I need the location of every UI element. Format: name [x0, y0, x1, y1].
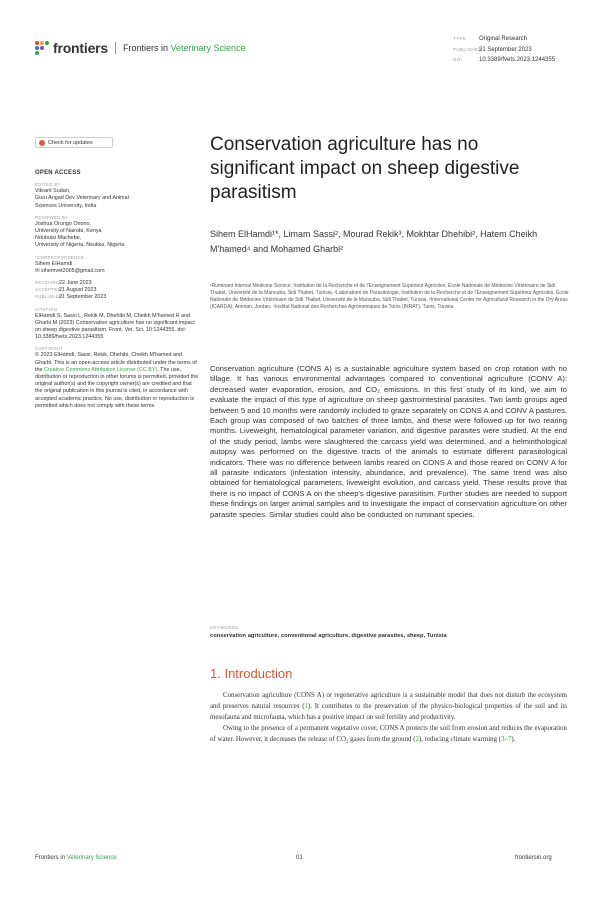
journal-name: Frontiers in Veterinary Science: [123, 43, 246, 53]
frontiers-logo[interactable]: [35, 40, 246, 56]
keywords-label: KEYWORDS: [210, 625, 239, 630]
affiliations: ¹Ruminant Internal Medicine Service, Institution de la Recherche et de l'Enseignement Supérieur Agricoles, École Nationale de Médecine Vétérinaire de Sidi Thabet, Université de la Manouba, Sidi Thabet, Tunisia, ²Laboratoire de Parasitologie, Institution de la Recherche et de l'Enseignement Supérieur Agricoles, École Nationale de Médecine Vétérinaire de Sidi Thabet, Université de la Manouba, Sidi Thabet, Tunisia, ³International Center for Agricultural Research in the Dry Areas (ICARDA), Amman, Jordan, ⁴Institut National des Recherches Agronomiques de Tunis (INRAT), Tunis, Tunisia: [210, 283, 569, 311]
copyright: COPYRIGHT © 2023 ElHamdi, Sassi, Rekik, Dhehibi, Cheikh M'hamed and Gharbi. This is an open-access article distributed under the terms of the Creative Commons Attribution License (CC BY). The use, distribution or reproduction in other forums is permitted, provided the original author(s) and the copyright owner(s) are credited and that the original publication in this journal is cited, in accordance with accepted academic practice. No use, distribution or reproduction is permitted which does not comply with these terms.: [35, 346, 199, 409]
citation-link[interactable]: 3–7: [501, 736, 512, 743]
meta-doi: DOI 10.3389/fvets.2023.1244355: [453, 57, 556, 63]
logo-divider: [115, 42, 116, 54]
meta-published: PUBLISHED21 September 2023: [453, 46, 532, 53]
section-title-introduction: 1. Introduction: [210, 666, 293, 681]
abstract: Conservation agriculture (CONS A) is a sustainable agriculture system based on crop rotation with no tillage. It has various environmental advantages compared to conventional agriculture (CONV A): decreased water evaporation, erosion, and CO₂ emissions. In this first study of its kind, we aim to evaluate the impact of this type of agriculture on sheep gastrointestinal parasites. Two lamb groups aged between 5 and 10 months were randomly included to graze separately on CONS A and CONV A pastures. Each group was composed of two batches of three lambs, and these were followed up for two rearing months. Liveweight, hematological parameter variation, and digestive parasites were studied. At the end of the study period, lambs were slaughtered the carcass yield was determined, and a helminthological autopsy was performed on the digestive tracts of the animals to estimate different parasitological indicators. There was no difference between lambs reared on CONS A and those reared on CONV A for all parasite indicators (infestation intensity, abundance, and prevalence). The same trend was also obtained for hematological parameters, liveweight evolution, and carcass yield. These results prove that there is no impact of CONS A on the sheep's digestive parasitism. Further studies are needed to support these findings on larger animal samples and to investigate the impact of conservation agriculture on other parasite species. Similar studies could also be conducted on ruminant species.: [210, 364, 567, 519]
sidebar: [35, 170, 200, 415]
author-list: Sihem ElHamdi¹*, Limam Sassi², Mourad Rekik³, Mokhtar Dhehibi², Hatem Cheikh M'hamed⁴ and Mohamed Gharbi²: [210, 229, 538, 254]
correspondence: *CORRESPONDENCE Sihem ElHamdi ✉ sihemvet2005@gmail.com: [35, 254, 105, 274]
edited-by: EDITED BY Vikrant Sudan, Guru Angad Dev Veterinary and Animal Sciences University, India: [35, 182, 129, 209]
page-number: 01: [296, 855, 303, 861]
check-for-updates-button[interactable]: Check for updates: [35, 137, 113, 148]
open-access-label: OPEN ACCESS: [35, 170, 81, 176]
footer-journal: Frontiers in Veterinary Science: [35, 855, 117, 861]
article-meta: [453, 34, 555, 66]
keywords: conservation agriculture, conventional agriculture, digestive parasites, sheep, Tunisia: [210, 633, 447, 639]
introduction-body: [210, 690, 567, 745]
reviewed-by: REVIEWED BY Joshua Orungo Onono, University of Nairobi, Kenya Ndubuisi Machebe, University of Nigeria, Nsukka, Nigeria: [35, 214, 125, 249]
paragraph: Owing to the presence of a permanent vegetative cover, CONS A protects the soil from erosion and reduces the evaporation of water. However, it decreases the release of CO₂ gases from the ground (2), reducing climate warming (3–7).: [210, 725, 567, 743]
cc-by-link[interactable]: Creative Commons Attribution License (CC BY): [44, 366, 158, 373]
meta-type: TYPE Original Research: [453, 36, 528, 42]
paragraph: Conservation agriculture (CONS A) or regenerative agriculture is a sustainable model that does not disturb the ecosystem and preserves natural resources (1). It contributes to the preservation of the physico-biological properties of the soil and its mesofauna and microfauna, which has a positive impact on soil fertility and productivity.: [210, 692, 567, 721]
footer-website-link[interactable]: frontiersin.org: [515, 855, 552, 861]
update-icon: [39, 140, 45, 146]
publisher-name: frontiers: [53, 40, 108, 56]
citation: CITATION ElHamdi S, Sassi L, Rekik M, Dhehibi M, Cheikh M'hamed H and Gharbi M (2023) Conservation agriculture has no significant impact on sheep digestive parasitism. Front. Vet. Sci. 10:1244355. doi: 10.3389/fvets.2023.1244355: [35, 306, 195, 341]
dates: RECEIVED22 June 2023 ACCEPTED21 August 2023 PUBLISHED21 September 2023: [35, 280, 107, 301]
frontiers-logo-icon: [35, 41, 49, 55]
citation-link[interactable]: 2: [415, 736, 419, 743]
citation-link[interactable]: 1: [304, 703, 308, 710]
article-title: Conservation agriculture has no significant impact on sheep digestive parasitism: [210, 134, 520, 203]
